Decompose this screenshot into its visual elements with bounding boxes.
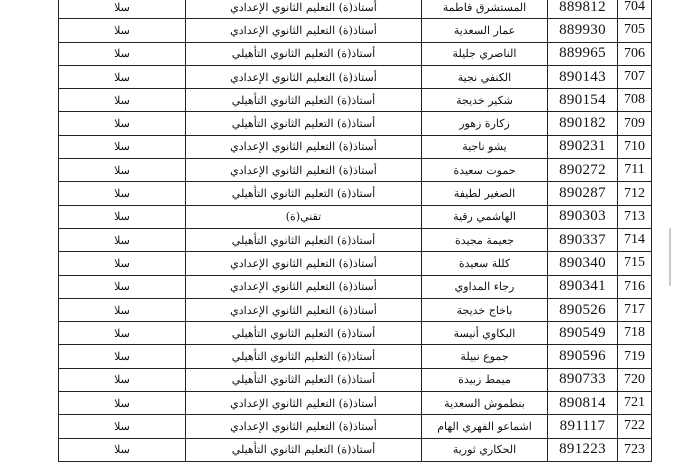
table-row xyxy=(59,252,652,275)
row-number: 716 xyxy=(618,275,652,298)
job-title: أستاذ(ة) التعليم الثانوي الإعدادي xyxy=(186,135,422,158)
registration-number: 890549 xyxy=(548,322,618,345)
row-number: 705 xyxy=(618,19,652,42)
job-title: أستاذ(ة) التعليم الثانوي التأهيلي xyxy=(186,42,422,65)
city: سلا xyxy=(59,275,186,298)
row-number: 717 xyxy=(618,298,652,321)
city: سلا xyxy=(59,298,186,321)
page-edge-shadow xyxy=(669,228,671,286)
registration-number: 890340 xyxy=(548,252,618,275)
job-title: أستاذ(ة) التعليم الثانوي الإعدادي xyxy=(186,392,422,415)
city: سلا xyxy=(59,252,186,275)
full-name: اشماعو الفهري الهام xyxy=(422,415,548,438)
job-title: أستاذ(ة) التعليم الثانوي التأهيلي xyxy=(186,345,422,368)
city: سلا xyxy=(59,135,186,158)
registration-number: 890337 xyxy=(548,228,618,251)
table-row xyxy=(59,275,652,298)
registration-number: 890814 xyxy=(548,392,618,415)
full-name: شكير خديجة xyxy=(422,89,548,112)
row-number: 709 xyxy=(618,112,652,135)
full-name: باخاج خديجة xyxy=(422,298,548,321)
city: سلا xyxy=(59,345,186,368)
row-number: 706 xyxy=(618,42,652,65)
job-title: أستاذ(ة) التعليم الثانوي الإعدادي xyxy=(186,415,422,438)
table-row xyxy=(59,392,652,415)
job-title: أستاذ(ة) التعليم الثانوي التأهيلي xyxy=(186,322,422,345)
job-title: أستاذ(ة) التعليم الثانوي الإعدادي xyxy=(186,159,422,182)
job-title: أستاذ(ة) التعليم الثانوي التأهيلي xyxy=(186,438,422,461)
row-number: 723 xyxy=(618,438,652,461)
registration-number: 890272 xyxy=(548,159,618,182)
full-name: الكنفي نجية xyxy=(422,65,548,88)
table-row xyxy=(59,42,652,65)
registration-number: 890596 xyxy=(548,345,618,368)
row-number: 721 xyxy=(618,392,652,415)
job-title: تقني(ة) xyxy=(186,205,422,228)
table-row xyxy=(59,159,652,182)
registration-number: 890733 xyxy=(548,368,618,391)
city: سلا xyxy=(59,415,186,438)
row-number: 720 xyxy=(618,368,652,391)
city: سلا xyxy=(59,182,186,205)
row-number: 715 xyxy=(618,252,652,275)
table-row xyxy=(59,65,652,88)
full-name: حموت سعيدة xyxy=(422,159,548,182)
row-number: 704 xyxy=(618,0,652,19)
full-name: يشو ناجية xyxy=(422,135,548,158)
job-title: أستاذ(ة) التعليم الثانوي الإعدادي xyxy=(186,298,422,321)
city: سلا xyxy=(59,112,186,135)
registration-number: 889930 xyxy=(548,19,618,42)
row-number: 719 xyxy=(618,345,652,368)
registration-number: 890287 xyxy=(548,182,618,205)
table-row xyxy=(59,205,652,228)
job-title: أستاذ(ة) التعليم الثانوي التأهيلي xyxy=(186,182,422,205)
registration-number: 890182 xyxy=(548,112,618,135)
table-row xyxy=(59,112,652,135)
city: سلا xyxy=(59,392,186,415)
job-title: أستاذ(ة) التعليم الثانوي الإعدادي xyxy=(186,65,422,88)
city: سلا xyxy=(59,322,186,345)
table-row xyxy=(59,322,652,345)
full-name: رجاء المداوي xyxy=(422,275,548,298)
full-name: المستشرق فاطمة xyxy=(422,0,548,19)
job-title: أستاذ(ة) التعليم الثانوي الإعدادي xyxy=(186,252,422,275)
row-number: 722 xyxy=(618,415,652,438)
full-name: الناصري جليلة xyxy=(422,42,548,65)
full-name: ميمط زبيدة xyxy=(422,368,548,391)
full-name: الحكاري ثورية xyxy=(422,438,548,461)
registration-number: 890231 xyxy=(548,135,618,158)
full-name: بنطموش السعدية xyxy=(422,392,548,415)
table-row xyxy=(59,438,652,461)
table-row xyxy=(59,368,652,391)
table-row xyxy=(59,298,652,321)
full-name: جموع نبيلة xyxy=(422,345,548,368)
row-number: 708 xyxy=(618,89,652,112)
registration-number: 890143 xyxy=(548,65,618,88)
city: سلا xyxy=(59,228,186,251)
registration-number: 891223 xyxy=(548,438,618,461)
city: سلا xyxy=(59,89,186,112)
table-row xyxy=(59,345,652,368)
full-name: جعيمة مجيدة xyxy=(422,228,548,251)
job-title: أستاذ(ة) التعليم الثانوي التأهيلي xyxy=(186,89,422,112)
full-name: عمار السعدية xyxy=(422,19,548,42)
full-name: البكاوي أنيسة xyxy=(422,322,548,345)
table-row xyxy=(59,89,652,112)
full-name: الصغير لطيفة xyxy=(422,182,548,205)
city: سلا xyxy=(59,159,186,182)
table-row xyxy=(59,415,652,438)
job-title: أستاذ(ة) التعليم الثانوي الإعدادي xyxy=(186,275,422,298)
full-name: كللة سعيدة xyxy=(422,252,548,275)
city: سلا xyxy=(59,368,186,391)
row-number: 713 xyxy=(618,205,652,228)
job-title: أستاذ(ة) التعليم الثانوي التأهيلي xyxy=(186,368,422,391)
table-body xyxy=(59,0,652,461)
row-number: 712 xyxy=(618,182,652,205)
row-number: 711 xyxy=(618,159,652,182)
job-title: أستاذ(ة) التعليم الثانوي التأهيلي xyxy=(186,112,422,135)
registration-number: 891117 xyxy=(548,415,618,438)
staff-table xyxy=(58,0,652,462)
registration-number: 889812 xyxy=(548,0,618,19)
registration-number: 890303 xyxy=(548,205,618,228)
city: سلا xyxy=(59,65,186,88)
row-number: 718 xyxy=(618,322,652,345)
city: سلا xyxy=(59,438,186,461)
city: سلا xyxy=(59,0,186,19)
city: سلا xyxy=(59,42,186,65)
job-title: أستاذ(ة) التعليم الثانوي الإعدادي xyxy=(186,0,422,19)
table-row xyxy=(59,228,652,251)
city: سلا xyxy=(59,205,186,228)
registration-number: 890526 xyxy=(548,298,618,321)
table-row xyxy=(59,0,652,19)
registration-number: 890341 xyxy=(548,275,618,298)
row-number: 707 xyxy=(618,65,652,88)
job-title: أستاذ(ة) التعليم الثانوي التأهيلي xyxy=(186,228,422,251)
registration-number: 890154 xyxy=(548,89,618,112)
table-row xyxy=(59,19,652,42)
full-name: الهاشمي رقية xyxy=(422,205,548,228)
table-row xyxy=(59,135,652,158)
table-row xyxy=(59,182,652,205)
job-title: أستاذ(ة) التعليم الثانوي الإعدادي xyxy=(186,19,422,42)
row-number: 710 xyxy=(618,135,652,158)
registration-number: 889965 xyxy=(548,42,618,65)
row-number: 714 xyxy=(618,228,652,251)
city: سلا xyxy=(59,19,186,42)
full-name: زكارة زهور xyxy=(422,112,548,135)
